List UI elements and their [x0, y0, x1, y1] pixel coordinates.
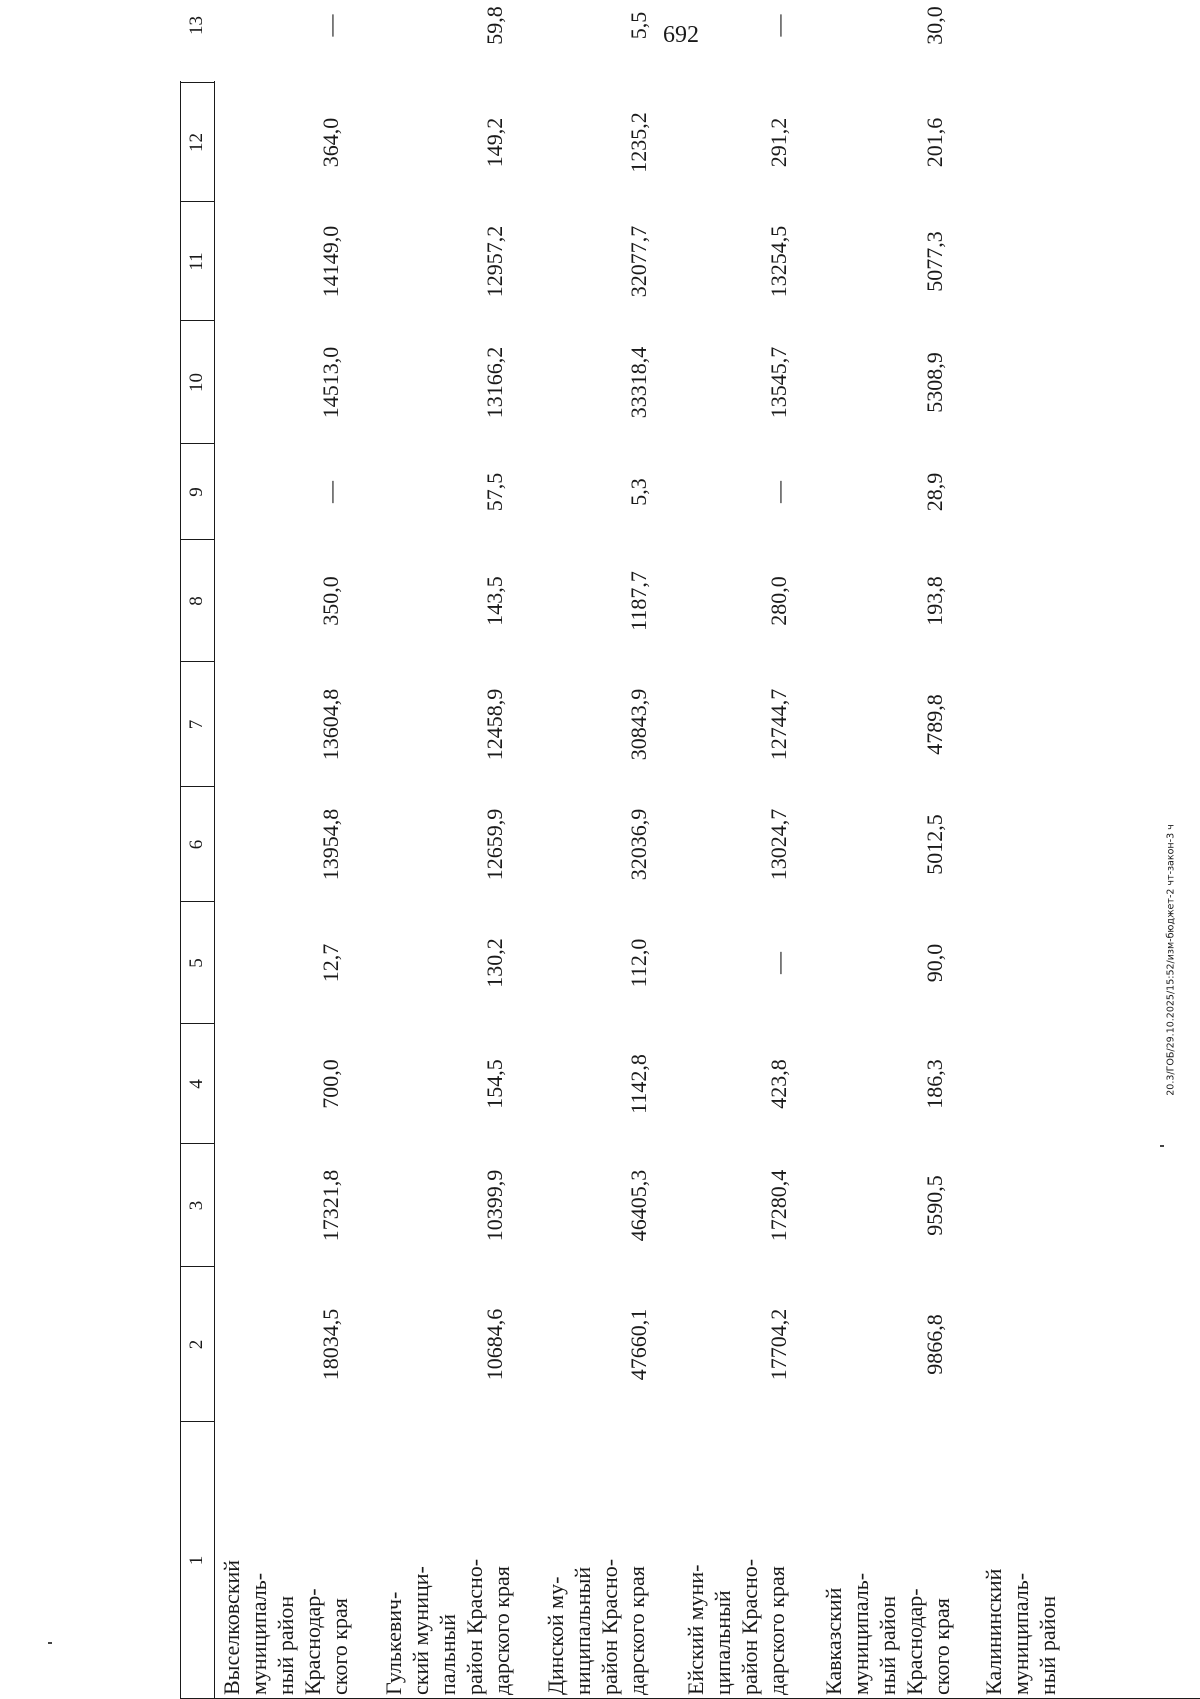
- table-cell: 143,5: [482, 576, 507, 626]
- table-row-name: [980, 1425, 1061, 1695]
- table-cell: 186,3: [922, 1059, 947, 1109]
- name-line: ского края: [929, 1598, 954, 1695]
- table-cell: 13954,8: [318, 808, 343, 881]
- name-line: Краснодар-: [300, 1588, 325, 1695]
- table-cell: 30,0: [922, 6, 947, 45]
- table-cell: 12,7: [318, 943, 343, 983]
- name-line: муниципаль-: [848, 1572, 873, 1695]
- name-line: Краснодар-: [902, 1588, 927, 1695]
- name-line: Динской му-: [543, 1576, 568, 1695]
- table-cell: 12957,2: [482, 225, 507, 298]
- table-cell: 112,0: [626, 938, 651, 988]
- column-header: 10: [186, 373, 207, 392]
- table-cell: 13545,7: [766, 346, 791, 419]
- name-line: муниципаль-: [1008, 1572, 1033, 1695]
- table-cell: 149,2: [482, 117, 507, 168]
- table-cell: 17321,8: [318, 1169, 343, 1242]
- table-row-name: [820, 1425, 955, 1695]
- column-header: 12: [186, 133, 207, 152]
- table-cell: 1142,8: [626, 1054, 651, 1114]
- name-line: Кавказский: [821, 1587, 846, 1695]
- scan-speck: [48, 1642, 52, 1644]
- column-header: 11: [186, 252, 207, 271]
- table-cell: 14149,0: [318, 225, 343, 298]
- name-line: дарского края: [624, 1566, 649, 1695]
- table-cell: 13024,7: [766, 808, 791, 881]
- name-line: район Красно-: [597, 1558, 622, 1695]
- table-row-name: [218, 1425, 353, 1695]
- column-header: 7: [186, 719, 207, 730]
- column-header: 4: [186, 1079, 207, 1089]
- table-cell: 13604,8: [318, 688, 343, 761]
- table-cell: 12744,7: [766, 688, 791, 761]
- table-cell: 12458,9: [482, 688, 507, 761]
- table-cell: 30843,9: [626, 688, 651, 761]
- table-cell: 13166,2: [482, 346, 507, 419]
- name-line: дарского края: [489, 1566, 514, 1695]
- name-line: Гулькевич-: [381, 1591, 406, 1695]
- table-cell: 201,6: [922, 117, 947, 168]
- name-line: Ейский муни-: [683, 1564, 708, 1695]
- table-cell: 5,3: [626, 478, 651, 506]
- column-header: 3: [186, 1200, 207, 1211]
- column-header: 5: [186, 958, 207, 968]
- table-cell: —: [766, 952, 791, 974]
- table-cell: —: [766, 14, 791, 37]
- table-cell: 59,8: [482, 6, 507, 45]
- table-cell: 28,9: [922, 472, 947, 512]
- table-cell: —: [766, 481, 791, 503]
- name-line: ципальный: [710, 1590, 735, 1695]
- column-header: 6: [186, 839, 207, 850]
- table-cell: 33318,4: [626, 346, 651, 419]
- name-line: Выселковский: [219, 1559, 244, 1695]
- table-cell: 4789,8: [922, 694, 947, 755]
- table-cell: 5012,5: [922, 814, 947, 875]
- footer-document-code: 20.3/ГОБ/29.10.2025/15:52/изм-бюджет-2 чт-закон-3 ч: [1165, 824, 1177, 1096]
- table-cell: 32077,7: [626, 225, 651, 298]
- column-header: 13: [186, 16, 207, 35]
- table-cell: 154,5: [482, 1059, 507, 1109]
- table-cell: 291,2: [766, 117, 791, 168]
- column-header: 1: [186, 1555, 207, 1566]
- table-cell: 57,5: [482, 472, 507, 512]
- table-cell: 5308,9: [922, 352, 947, 413]
- column-header: 8: [186, 596, 207, 606]
- name-line: дарского края: [764, 1566, 789, 1695]
- name-line: район Красно-: [462, 1558, 487, 1695]
- table-cell: 280,0: [766, 576, 791, 626]
- table-cell: 12659,9: [482, 808, 507, 881]
- table-row-name: [380, 1425, 515, 1695]
- name-line: ный район: [1035, 1595, 1060, 1695]
- table-cell: 1235,2: [626, 112, 651, 173]
- table-row-name: [542, 1425, 650, 1695]
- table-cell: 13254,5: [766, 225, 791, 298]
- table-cell: 10684,6: [482, 1308, 507, 1381]
- table-cell: 18034,5: [318, 1308, 343, 1381]
- name-line: район Красно-: [737, 1558, 762, 1695]
- table-cell: 130,2: [482, 938, 507, 988]
- table-row-name: [682, 1425, 790, 1695]
- table-cell: 1187,7: [626, 571, 651, 631]
- table-cell: 5077,3: [922, 231, 947, 292]
- table-cell: 9866,8: [922, 1314, 947, 1375]
- table-cell: 10399,9: [482, 1169, 507, 1242]
- name-line: муниципаль-: [246, 1572, 271, 1695]
- name-line: Калининский: [981, 1568, 1006, 1695]
- table-cell: 700,0: [318, 1059, 343, 1109]
- table-cell: 17280,4: [766, 1169, 791, 1242]
- header-bottom-border: [214, 81, 215, 1699]
- table-cell: 90,0: [922, 943, 947, 983]
- table-cell: 32036,9: [626, 808, 651, 881]
- name-line: ский муници-: [408, 1566, 433, 1695]
- name-line: ниципальный: [570, 1566, 595, 1695]
- name-line: ный район: [273, 1595, 298, 1695]
- table-cell: —: [318, 14, 343, 37]
- table-cell: 364,0: [318, 117, 343, 168]
- table-cell: —: [318, 481, 343, 503]
- table-cell: 5,5: [626, 11, 651, 40]
- column-header: 2: [186, 1339, 207, 1350]
- page-number: 692: [663, 22, 699, 48]
- table-cell: 423,8: [766, 1059, 791, 1109]
- name-line: пальный: [435, 1613, 460, 1695]
- table-cell: 46405,3: [626, 1169, 651, 1242]
- table-cell: 9590,5: [922, 1175, 947, 1236]
- table-cell: 350,0: [318, 576, 343, 626]
- table-cell: 193,8: [922, 576, 947, 626]
- table-cell: 14513,0: [318, 346, 343, 419]
- column-header: 9: [186, 487, 207, 497]
- table-cell: 47660,1: [626, 1308, 651, 1381]
- name-line: ный район: [875, 1595, 900, 1695]
- table-cell: 17704,2: [766, 1308, 791, 1381]
- name-line: ского края: [327, 1598, 352, 1695]
